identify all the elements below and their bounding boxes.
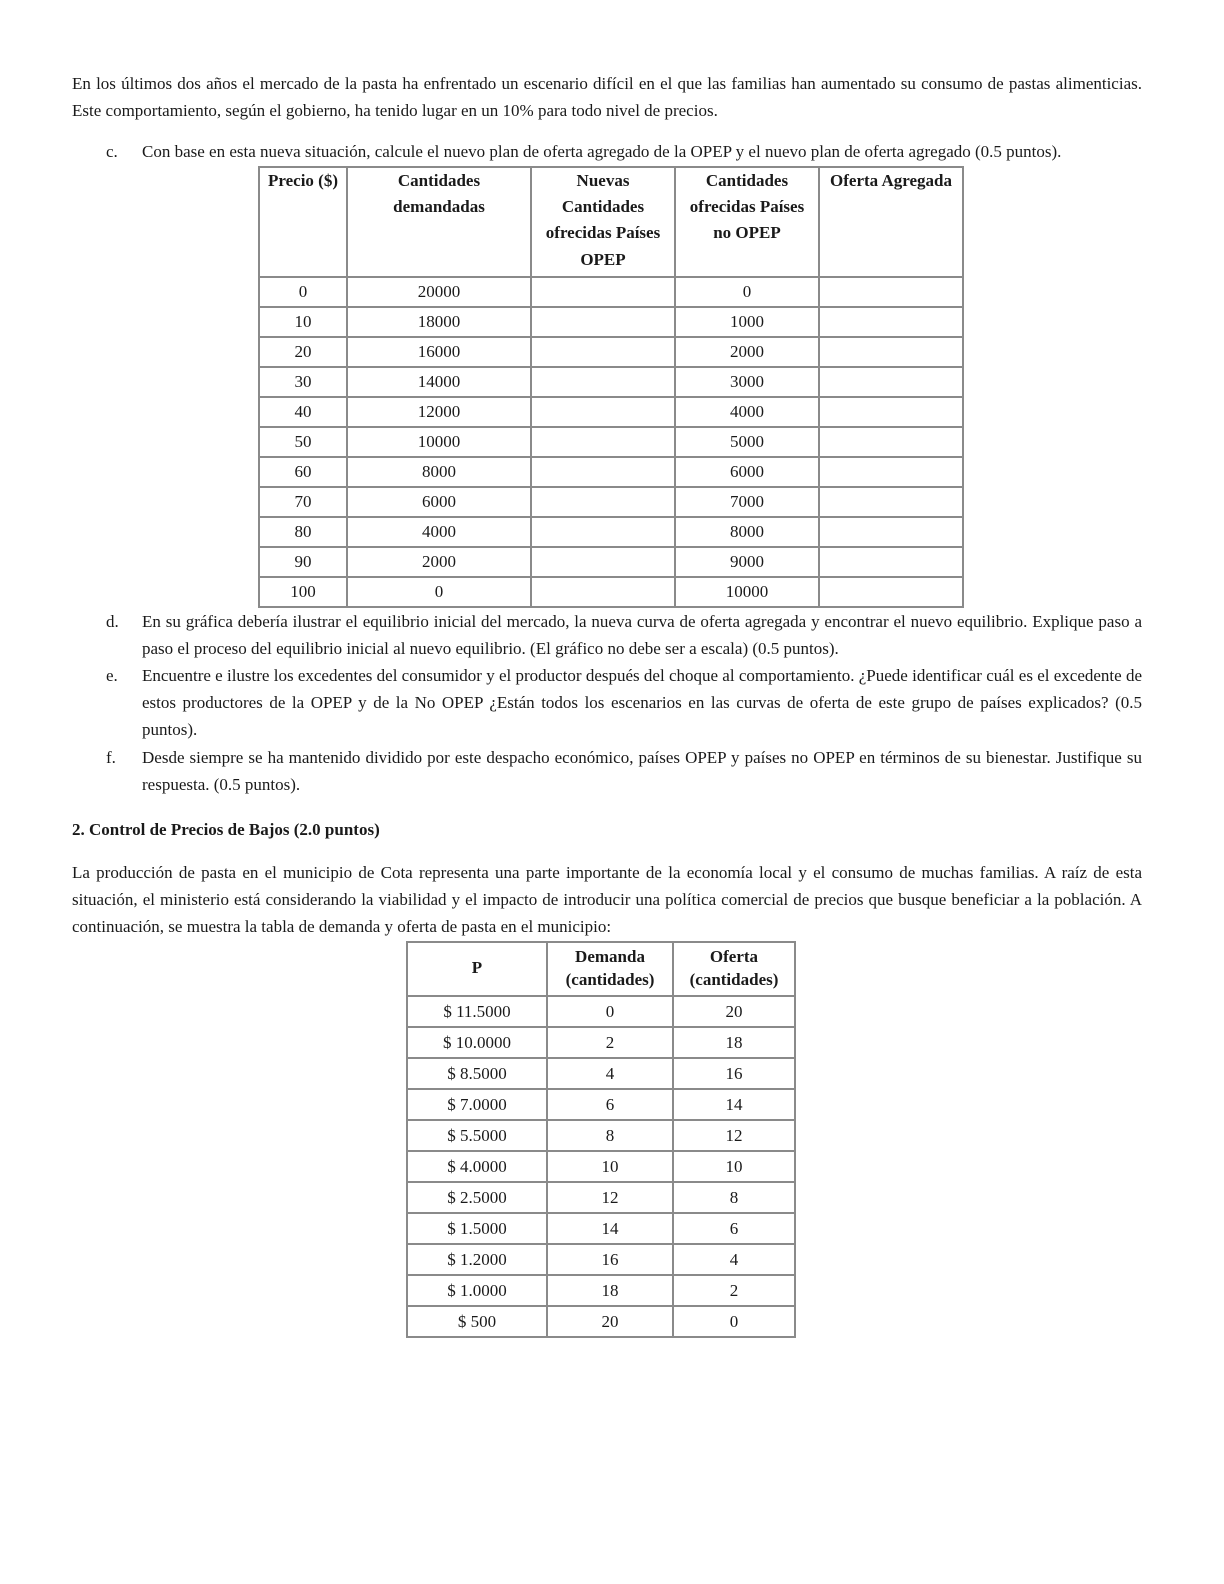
t1-row-cell: 4000 xyxy=(347,517,531,547)
t1-row-cell: 16000 xyxy=(347,337,531,367)
t2-row-cell: 2 xyxy=(673,1275,795,1306)
section-2-intro: La producción de pasta en el municipio de Cota representa una parte importante de la economía local y el consumo de muchas familias. A raíz de esta situación, el ministerio está considerando la viabilidad y el impacto de introducir una política comercial de precios que busque beneficiar a la población. A continuación, se muestra la tabla de demanda y oferta de pasta en el municipio: xyxy=(72,863,1142,937)
t2-row xyxy=(407,1058,795,1089)
t2-row-cell: $ 1.5000 xyxy=(407,1213,547,1244)
t2-row-cell: 16 xyxy=(673,1058,795,1089)
t1-row-cell: 30 xyxy=(259,367,347,397)
item-f-text: Desde siempre se ha mantenido dividido por este despacho económico, países OPEP y países no OPEP en términos de su bienestar. Justifique su respuesta. (0.5 puntos). xyxy=(142,747,1142,794)
t1-row xyxy=(259,337,963,367)
t2-row-cell: 4 xyxy=(673,1244,795,1275)
t1-row-cell xyxy=(819,367,963,397)
pasta-market-table xyxy=(406,941,796,1338)
t1-row-cell xyxy=(531,277,675,307)
t1-row-cell xyxy=(531,457,675,487)
t1-row-cell xyxy=(531,427,675,457)
item-e-marker: e. xyxy=(106,665,118,685)
t1-row xyxy=(259,457,963,487)
t2-row xyxy=(407,1244,795,1275)
t1-row-cell: 10 xyxy=(259,307,347,337)
t2-row-cell: $ 11.5000 xyxy=(407,996,547,1027)
t1-header-demanded: Cantidades demandadas xyxy=(347,167,531,277)
t1-row-cell: 7000 xyxy=(675,487,819,517)
t1-row-cell xyxy=(531,337,675,367)
t1-row-cell: 0 xyxy=(675,277,819,307)
t2-row-cell: $ 4.0000 xyxy=(407,1151,547,1182)
t1-row-cell xyxy=(531,577,675,607)
t2-row-cell: $ 10.0000 xyxy=(407,1027,547,1058)
t1-row-cell: 20000 xyxy=(347,277,531,307)
item-f-marker: f. xyxy=(106,747,116,767)
t1-header-aggregate: Oferta Agregada xyxy=(819,167,963,277)
t1-row-cell: 12000 xyxy=(347,397,531,427)
t1-row-cell: 40 xyxy=(259,397,347,427)
t2-row-cell: $ 8.5000 xyxy=(407,1058,547,1089)
t2-row xyxy=(407,1213,795,1244)
t1-row-cell: 10000 xyxy=(347,427,531,457)
question-list-part2 xyxy=(72,608,1142,798)
item-e-text: Encuentre e ilustre los excedentes del consumidor y el productor después del choque al comportamiento. ¿Puede identificar cuál es el excedente de estos productores de la OPEP y de la No OPEP ¿Están todos los escenarios en las curvas de oferta de este grupo de países explicados? (0.5 puntos). xyxy=(142,665,1142,740)
t1-row-cell: 4000 xyxy=(675,397,819,427)
t1-row-cell: 14000 xyxy=(347,367,531,397)
t1-row-cell: 1000 xyxy=(675,307,819,337)
t1-row xyxy=(259,397,963,427)
t2-row-cell: 10 xyxy=(673,1151,795,1182)
t2-row-cell: $ 7.0000 xyxy=(407,1089,547,1120)
t1-row-cell: 3000 xyxy=(675,367,819,397)
t1-row-cell xyxy=(819,427,963,457)
t2-row-cell: 14 xyxy=(547,1213,673,1244)
t1-row-cell xyxy=(531,547,675,577)
t2-row-cell: 4 xyxy=(547,1058,673,1089)
item-c-text: Con base en esta nueva situación, calcule el nuevo plan de oferta agregado de la OPEP y el nuevo plan de oferta agregado (0.5 puntos). xyxy=(142,142,1062,162)
t1-row-cell: 80 xyxy=(259,517,347,547)
t1-row xyxy=(259,487,963,517)
t1-row-cell xyxy=(531,487,675,517)
t2-row-cell: 20 xyxy=(673,996,795,1027)
t1-row xyxy=(259,517,963,547)
t2-row-cell: 0 xyxy=(673,1306,795,1337)
t1-header-no-opep: Cantidades ofrecidas Países no OPEP xyxy=(675,167,819,277)
t2-row-cell: 16 xyxy=(547,1244,673,1275)
supply-demand-table xyxy=(258,166,964,608)
t1-row-cell xyxy=(819,337,963,367)
t1-row-cell xyxy=(819,277,963,307)
t1-row-cell: 90 xyxy=(259,547,347,577)
t2-row xyxy=(407,996,795,1027)
t2-row-cell: $ 2.5000 xyxy=(407,1182,547,1213)
t2-header-demand: Demanda (cantidades) xyxy=(547,942,673,996)
t1-row-cell: 10000 xyxy=(675,577,819,607)
t1-header-opep: Nuevas Cantidades ofrecidas Países OPEP xyxy=(531,167,675,277)
t1-row-cell: 8000 xyxy=(347,457,531,487)
t2-row xyxy=(407,1275,795,1306)
t2-header-price: P xyxy=(407,942,547,996)
t2-row-cell: 6 xyxy=(673,1213,795,1244)
t2-row xyxy=(407,1120,795,1151)
t1-row-cell xyxy=(819,577,963,607)
t2-row-cell: $ 500 xyxy=(407,1306,547,1337)
t1-row-cell: 6000 xyxy=(675,457,819,487)
t1-row-cell xyxy=(531,307,675,337)
t1-row-cell xyxy=(819,397,963,427)
t1-row-cell xyxy=(819,517,963,547)
t2-row-cell: 12 xyxy=(547,1182,673,1213)
t1-row-cell: 8000 xyxy=(675,517,819,547)
t2-row-cell: 8 xyxy=(547,1120,673,1151)
t1-row-cell: 100 xyxy=(259,577,347,607)
t1-row-cell: 9000 xyxy=(675,547,819,577)
t2-row-cell: $ 1.2000 xyxy=(407,1244,547,1275)
t2-row xyxy=(407,1089,795,1120)
question-list-part1 xyxy=(72,138,1142,165)
t2-row-cell: 6 xyxy=(547,1089,673,1120)
t1-row xyxy=(259,577,963,607)
t1-row-cell xyxy=(819,547,963,577)
item-d-marker: d. xyxy=(106,611,119,631)
t1-row-cell xyxy=(819,307,963,337)
t1-row xyxy=(259,367,963,397)
t2-row-cell: $ 5.5000 xyxy=(407,1120,547,1151)
t2-row-cell: 10 xyxy=(547,1151,673,1182)
t1-row xyxy=(259,277,963,307)
t2-row-cell: 14 xyxy=(673,1089,795,1120)
t2-row xyxy=(407,1182,795,1213)
item-e xyxy=(106,662,1142,744)
t1-row-cell: 18000 xyxy=(347,307,531,337)
section-2-title: 2. Control de Precios de Bajos (2.0 puntos) xyxy=(72,819,380,839)
t1-row-cell: 50 xyxy=(259,427,347,457)
t2-row-cell: $ 1.0000 xyxy=(407,1275,547,1306)
t1-row-cell: 2000 xyxy=(347,547,531,577)
document-page xyxy=(72,70,1142,1338)
t1-row-cell: 5000 xyxy=(675,427,819,457)
t2-row xyxy=(407,1151,795,1182)
item-f xyxy=(106,744,1142,798)
t1-row-cell xyxy=(531,517,675,547)
t2-row-cell: 2 xyxy=(547,1027,673,1058)
t1-row-cell xyxy=(819,457,963,487)
t1-row-cell: 60 xyxy=(259,457,347,487)
t2-row xyxy=(407,1027,795,1058)
t2-row-cell: 12 xyxy=(673,1120,795,1151)
t1-row-cell: 20 xyxy=(259,337,347,367)
t2-row-cell: 8 xyxy=(673,1182,795,1213)
t1-row-cell xyxy=(819,487,963,517)
t1-row-cell: 70 xyxy=(259,487,347,517)
t1-row xyxy=(259,547,963,577)
t1-row-cell xyxy=(531,397,675,427)
t1-row-cell: 0 xyxy=(347,577,531,607)
t1-header-price: Precio ($) xyxy=(259,167,347,277)
t2-row-cell: 18 xyxy=(547,1275,673,1306)
item-d-text: En su gráfica debería ilustrar el equilibrio inicial del mercado, la nueva curva de oferta agregada y encontrar el nuevo equilibrio. Explique paso a paso el proceso del equilibrio inicial al nuevo equilibrio. (El gráfico no debe ser a escala) (0.5 puntos). xyxy=(142,611,1142,658)
t1-row xyxy=(259,427,963,457)
t1-row-cell: 0 xyxy=(259,277,347,307)
t1-row xyxy=(259,307,963,337)
intro-paragraph: En los últimos dos años el mercado de la pasta ha enfrentado un escenario difícil en el que las familias han aumentado su consumo de pastas alimenticias. Este comportamiento, según el gobierno, ha tenido lugar en un 10% para todo nivel de precios. xyxy=(72,74,1142,121)
t1-row-cell xyxy=(531,367,675,397)
item-d xyxy=(106,608,1142,662)
item-c xyxy=(106,138,1142,165)
t2-row-cell: 18 xyxy=(673,1027,795,1058)
t2-row-cell: 0 xyxy=(547,996,673,1027)
t2-row-cell: 20 xyxy=(547,1306,673,1337)
item-c-marker: c. xyxy=(106,142,118,162)
t1-row-cell: 6000 xyxy=(347,487,531,517)
t2-header-supply: Oferta (cantidades) xyxy=(673,942,795,996)
t1-row-cell: 2000 xyxy=(675,337,819,367)
t2-row xyxy=(407,1306,795,1337)
